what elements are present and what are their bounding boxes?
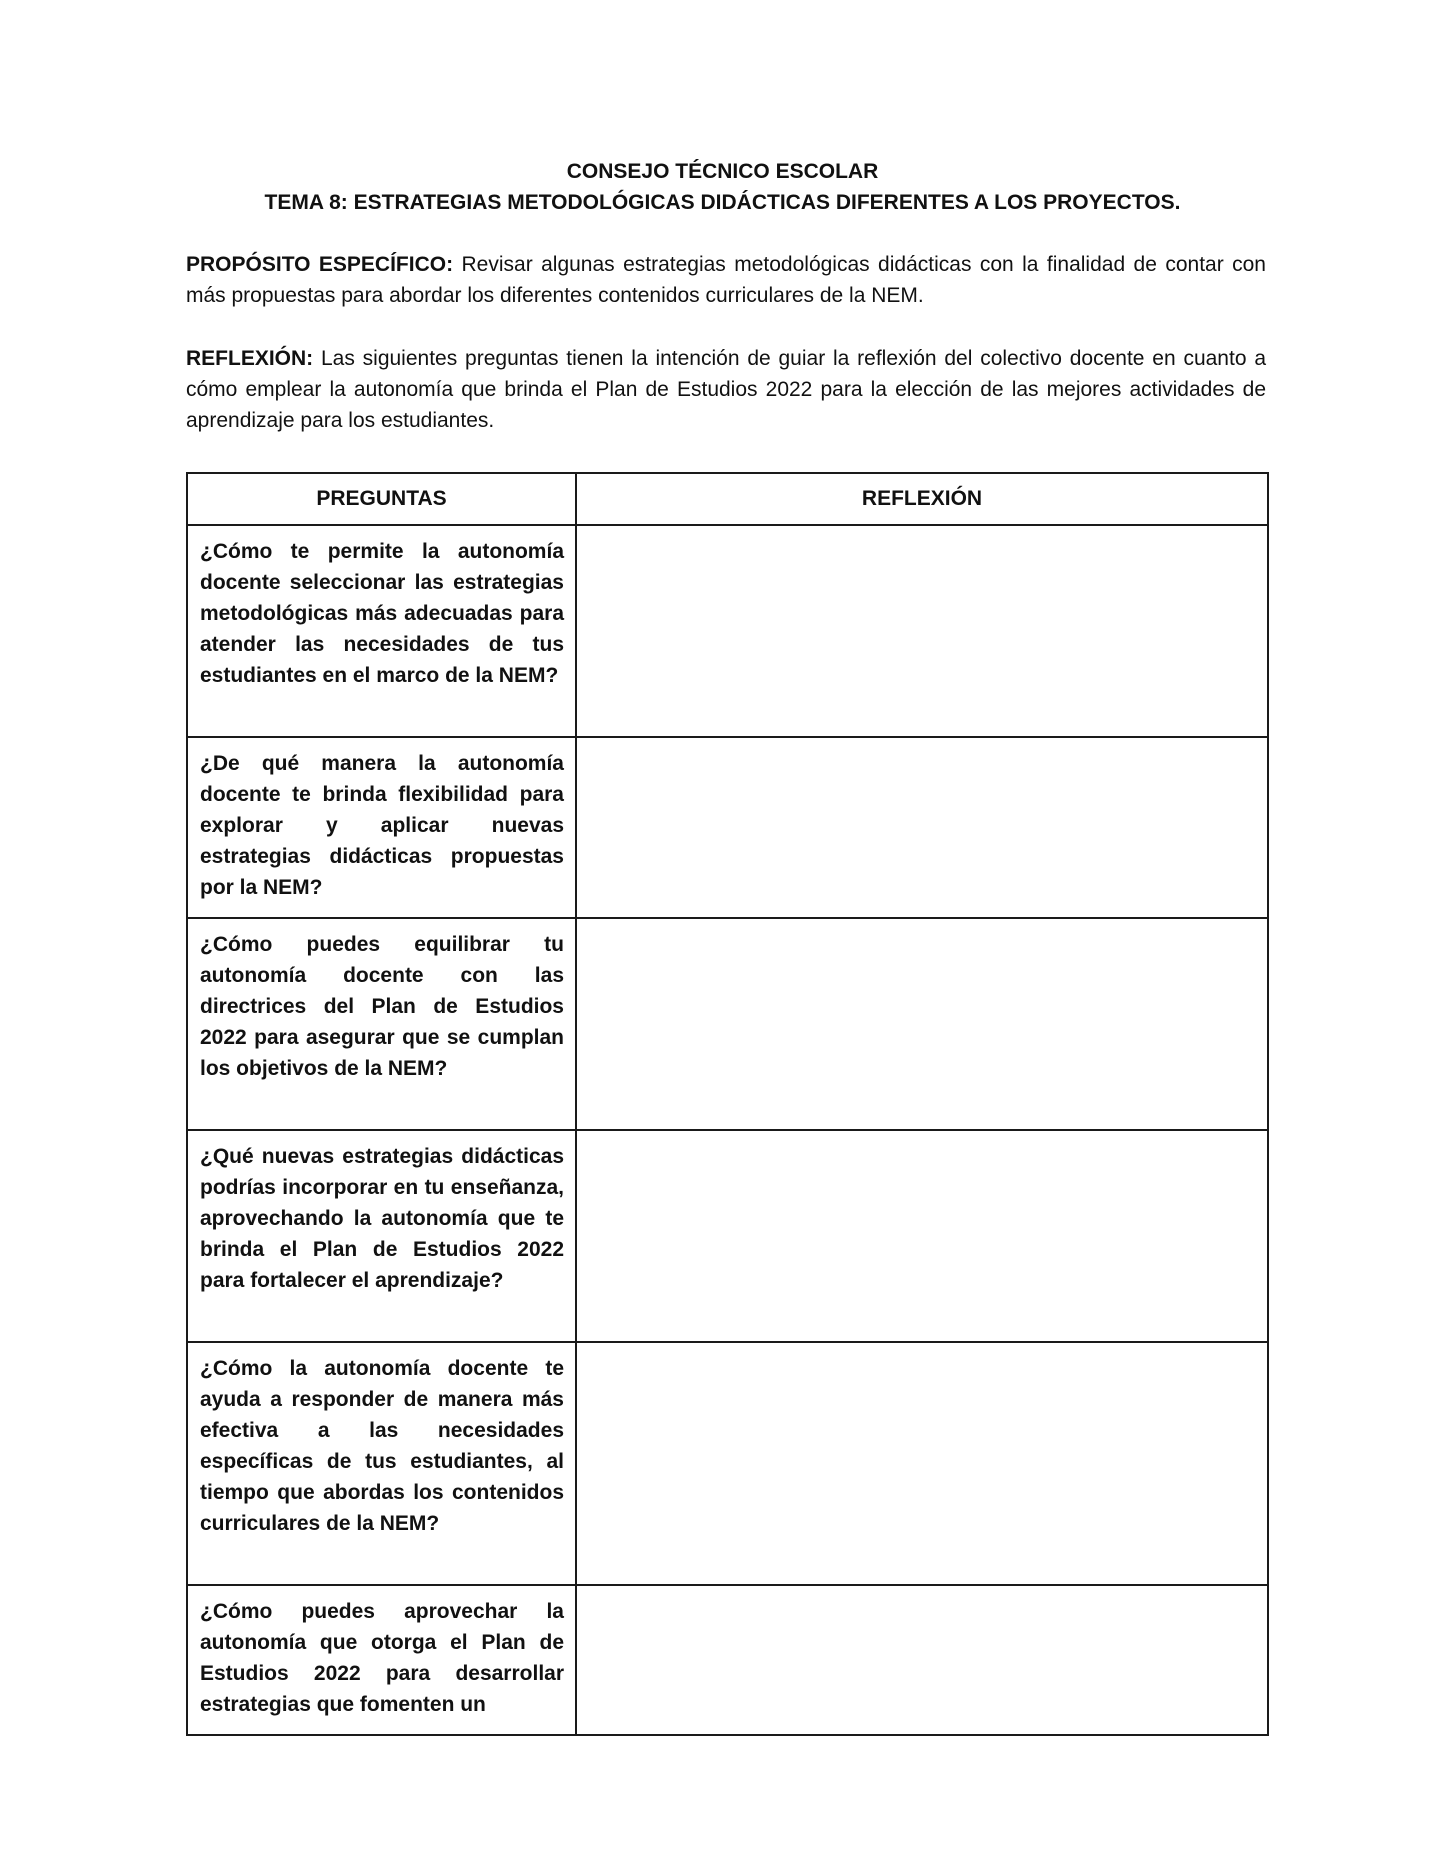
reflection-answer[interactable]	[577, 1131, 1267, 1341]
question-cell: ¿Cómo puedes aprovechar la autonomía que otorga el Plan de Estudios 2022 para desarrollar estrategias que fomenten un	[187, 1585, 576, 1735]
reflection-answer[interactable]	[577, 526, 1267, 736]
table-row	[187, 918, 1268, 1130]
reflection-answer[interactable]	[577, 738, 1267, 917]
purpose-paragraph	[186, 249, 1266, 311]
document-title: CONSEJO TÉCNICO ESCOLAR	[566, 160, 879, 183]
reflection-answer[interactable]	[577, 919, 1267, 1129]
document-subtitle: TEMA 8: ESTRATEGIAS METODOLÓGICAS DIDÁCTICAS DIFERENTES A LOS PROYECTOS.	[264, 191, 1181, 214]
reflection-cell[interactable]	[576, 918, 1268, 1130]
purpose-label: PROPÓSITO ESPECÍFICO:	[186, 253, 454, 276]
table-row	[187, 525, 1268, 737]
header-reflexion: REFLEXIÓN	[576, 473, 1268, 525]
question-cell: ¿De qué manera la autonomía docente te brinda flexibilidad para explorar y aplicar nuevas estrategias didácticas propuestas por la NEM?	[187, 737, 576, 918]
table-row	[187, 737, 1268, 918]
reflection-label: REFLEXIÓN:	[186, 347, 314, 370]
question-cell: ¿Cómo te permite la autonomía docente seleccionar las estrategias metodológicas más adecuadas para atender las necesidades de tus estudiantes en el marco de la NEM?	[187, 525, 576, 737]
question-cell: ¿Cómo la autonomía docente te ayuda a responder de manera más efectiva a las necesidades específicas de tus estudiantes, al tiempo que abordas los contenidos curriculares de la NEM?	[187, 1342, 576, 1585]
reflection-cell[interactable]	[576, 1585, 1268, 1735]
table-header-row	[187, 473, 1268, 525]
reflection-cell[interactable]	[576, 1130, 1268, 1342]
reflection-cell[interactable]	[576, 1342, 1268, 1585]
header-preguntas: PREGUNTAS	[187, 473, 576, 525]
reflection-answer[interactable]	[577, 1586, 1267, 1734]
reflection-answer[interactable]	[577, 1343, 1267, 1584]
table-row	[187, 1585, 1268, 1735]
reflection-text: Las siguientes preguntas tienen la intención de guiar la reflexión del colectivo docente en cuanto a cómo emplear la autonomía que brinda el Plan de Estudios 2022 para la elección de las mejores actividades de aprendizaje para los estudiantes.	[186, 347, 1266, 432]
question-cell: ¿Qué nuevas estrategias didácticas podrías incorporar en tu enseñanza, aprovechando la autonomía que te brinda el Plan de Estudios 2022 para fortalecer el aprendizaje?	[187, 1130, 576, 1342]
table-row	[187, 1130, 1268, 1342]
reflection-cell[interactable]	[576, 525, 1268, 737]
question-cell: ¿Cómo puedes equilibrar tu autonomía docente con las directrices del Plan de Estudios 2022 para asegurar que se cumplan los objetivos de la NEM?	[187, 918, 576, 1130]
questions-table	[186, 472, 1269, 1736]
table-row	[187, 1342, 1268, 1585]
reflection-paragraph	[186, 343, 1266, 436]
purpose-text: Revisar algunas estrategias metodológicas didácticas con la finalidad de contar con más propuestas para abordar los diferentes contenidos curriculares de la NEM.	[186, 253, 1266, 307]
reflection-cell[interactable]	[576, 737, 1268, 918]
